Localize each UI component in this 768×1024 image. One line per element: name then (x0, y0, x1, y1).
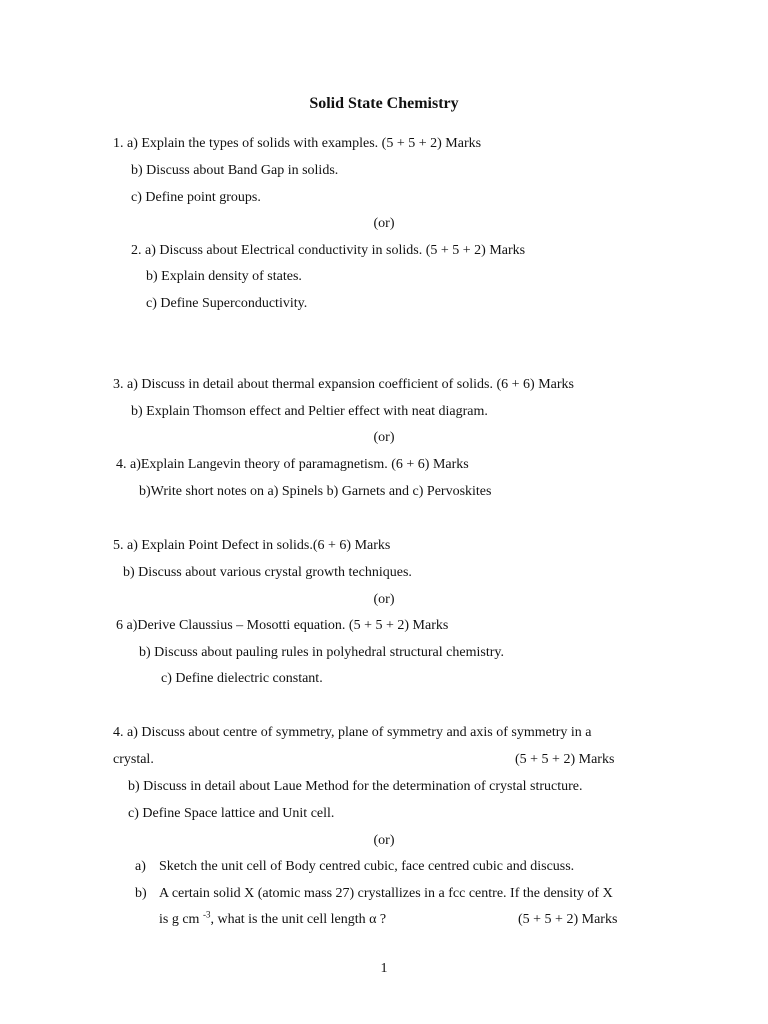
question-2b: b) Explain density of states. (146, 269, 302, 284)
question-7a-line1: 4. a) Discuss about centre of symmetry, plane of symmetry and axis of symmetry in a (113, 725, 592, 740)
question-8b-line2-post: , what is the unit cell length α ? (210, 912, 387, 927)
question-8b-line2 (159, 909, 387, 928)
question-6c: c) Define dielectric constant. (161, 671, 323, 686)
or-separator: (or) (373, 430, 395, 445)
or-separator: (or) (373, 592, 395, 607)
question-3a: 3. a) Discuss in detail about thermal expansion coefficient of solids. (6 + 6) Marks (113, 377, 574, 392)
question-1a: 1. a) Explain the types of solids with examples. (5 + 5 + 2) Marks (113, 136, 482, 151)
question-2c: c) Define Superconductivity. (146, 296, 308, 311)
question-7-marks: (5 + 5 + 2) Marks (515, 752, 615, 767)
or-separator: (or) (373, 216, 395, 231)
page-number: 1 (380, 961, 388, 976)
question-8-marks: (5 + 5 + 2) Marks (518, 912, 618, 927)
question-6a: 6 a)Derive Claussius – Mosotti equation. (5 + 5 + 2) Marks (116, 618, 449, 633)
question-5a: 5. a) Explain Point Defect in solids.(6 + 6) Marks (113, 538, 391, 553)
question-5b: b) Discuss about various crystal growth techniques. (123, 565, 412, 580)
question-2a: 2. a) Discuss about Electrical conductivity in solids. (5 + 5 + 2) Marks (131, 243, 526, 258)
question-6b: b) Discuss about pauling rules in polyhedral structural chemistry. (139, 645, 504, 660)
question-8b-line2-pre: is g cm (159, 912, 203, 927)
question-7c: c) Define Space lattice and Unit cell. (128, 806, 335, 821)
question-4a: 4. a)Explain Langevin theory of paramagnetism. (6 + 6) Marks (116, 457, 469, 472)
question-7a-line2: crystal. (113, 752, 154, 767)
question-1c: c) Define point groups. (131, 190, 261, 205)
unit-exponent: -3 (202, 909, 211, 920)
question-8a: Sketch the unit cell of Body centred cubic, face centred cubic and discuss. (159, 859, 575, 874)
question-8b-line1: A certain solid X (atomic mass 27) crystallizes in a fcc centre. If the density of X (159, 886, 613, 901)
question-3b: b) Explain Thomson effect and Peltier effect with neat diagram. (131, 404, 488, 419)
or-separator: (or) (373, 833, 395, 848)
question-4b: b)Write short notes on a) Spinels b) Garnets and c) Pervoskites (139, 484, 492, 499)
question-7b: b) Discuss in detail about Laue Method for the determination of crystal structure. (128, 779, 583, 794)
question-8a-label: a) (135, 859, 146, 874)
document-title: Solid State Chemistry (309, 95, 459, 112)
question-8b-label: b) (135, 886, 147, 901)
question-1b: b) Discuss about Band Gap in solids. (131, 163, 339, 178)
